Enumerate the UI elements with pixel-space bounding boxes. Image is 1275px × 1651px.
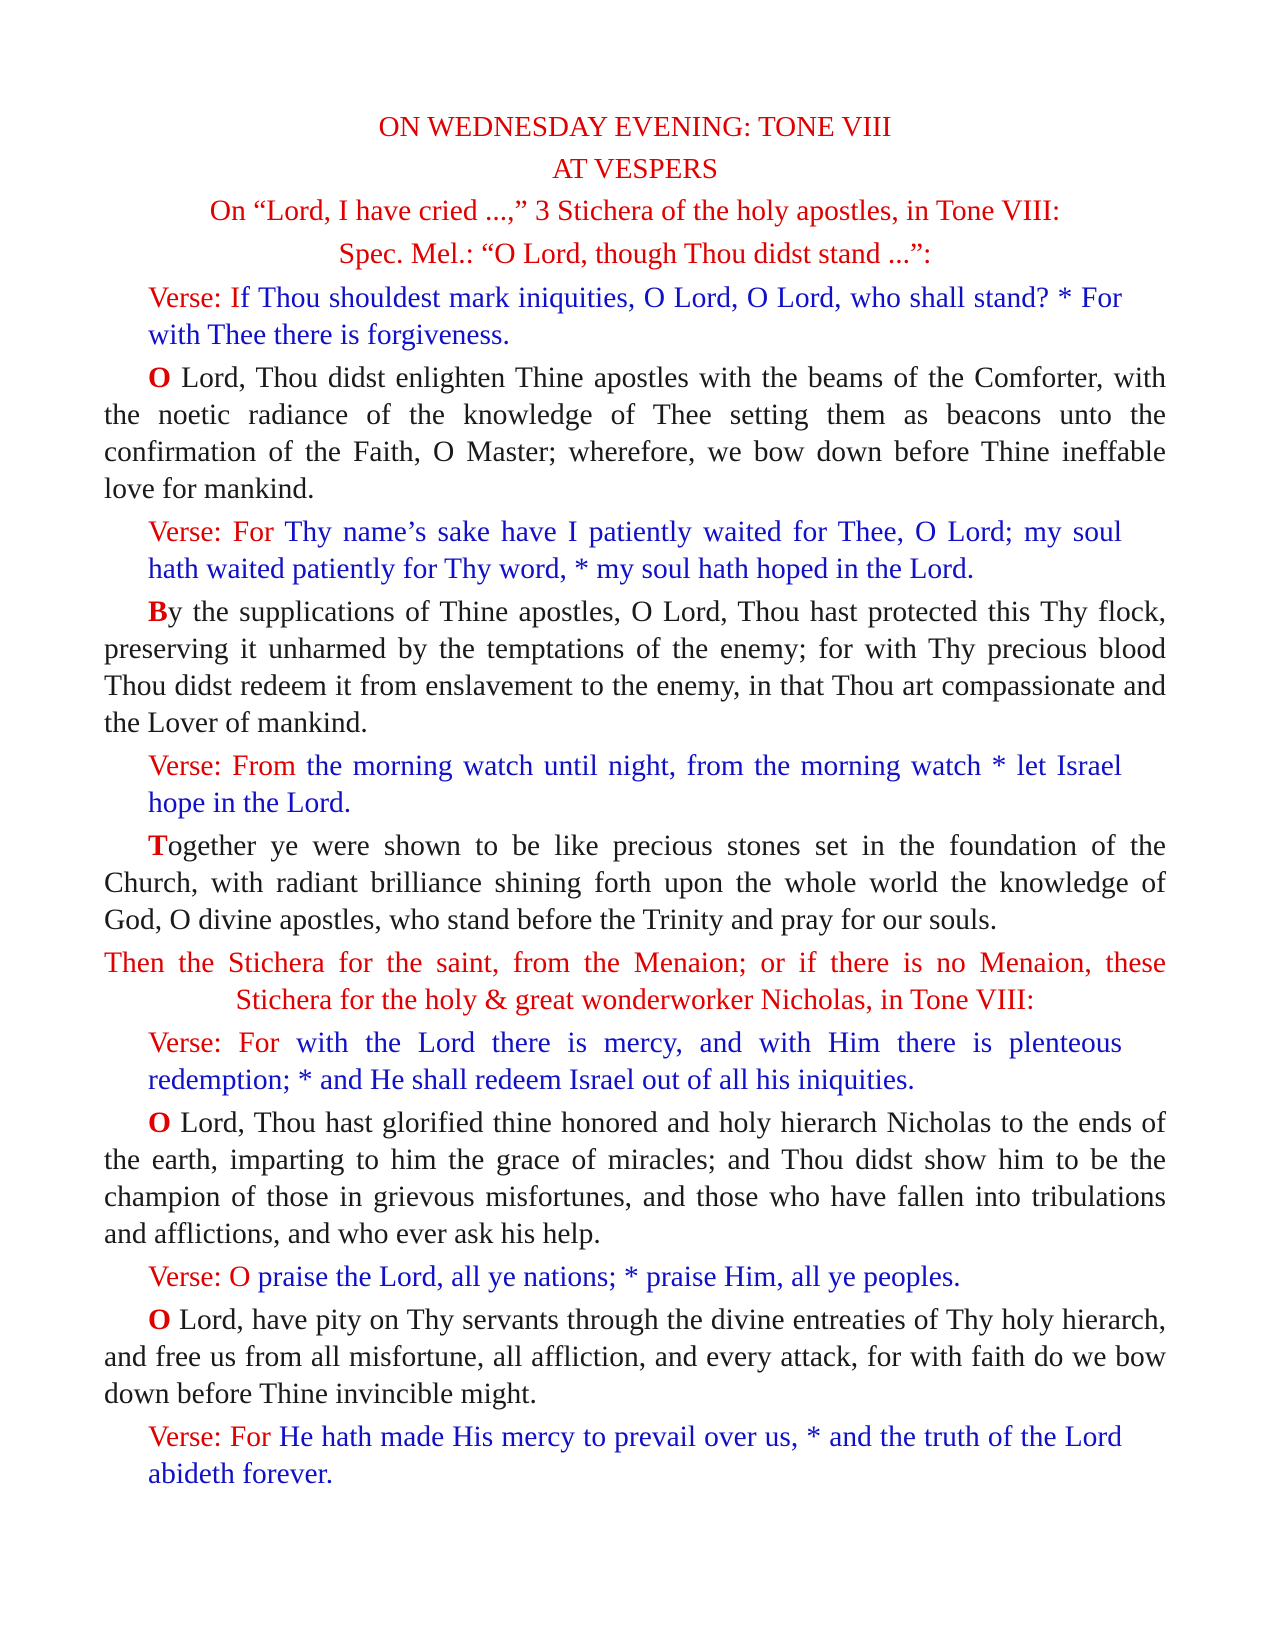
hymn-text: y the supplications of Thine apostles, O Lord, Thou hast protected this Thy flock, preserving it unharmed by the temptations of the enemy; for with Thy precious blood Thou didst redeem it from enslavement to the enemy, in that Thou art compassionate and the Lover of mankind. [104, 596, 1166, 739]
verse-initial: I [230, 282, 241, 314]
verse-5 [148, 1259, 1122, 1296]
verse-label: Verse: [148, 1421, 230, 1453]
verse-text: praise the Lord, all ye nations; * praise Him, all ye peoples. [250, 1261, 961, 1293]
verse-label: Verse: [148, 1261, 230, 1293]
hymn-text: Lord, have pity on Thy servants through the divine entreaties of Thy holy hierarch, and free us from all misfortune, all affliction, and every attack, for with faith do we bow down before Thine invincible might. [104, 1304, 1166, 1410]
verse-text: Thy name’s sake have I patiently waited for Thee, O Lord; my soul hath waited patiently for Thy word, * my soul hath hoped in the Lord. [148, 516, 1122, 585]
verse-initial: For [232, 516, 274, 548]
verse-text: the morning watch until night, from the morning watch * let Israel hope in the Lord. [148, 750, 1122, 819]
verse-label: Verse: [148, 516, 233, 548]
hymn-text: ogether ye were shown to be like precious stones set in the foundation of the Church, with radiant brilliance shining forth upon the whole world the knowledge of God, O divine apostles, who stand before the Trinity and pray for our souls. [104, 830, 1166, 936]
verse-label: Verse: [148, 1027, 239, 1059]
hymn-2 [104, 594, 1166, 742]
document-page [104, 106, 1166, 1499]
hymn-text: Lord, Thou didst enlighten Thine apostles with the beams of the Comforter, with the noetic radiance of the knowledge of Thee setting them as beacons unto the confirmation of the Faith, O Master; wherefore, we bow down before Thine ineffable love for mankind. [104, 362, 1166, 505]
verse-1 [148, 280, 1122, 354]
rubric-menaion-line-1: Then the Stichera for the saint, from the Menaion; or if there is no Menaion, these [104, 947, 1166, 979]
rubric-menaion [104, 945, 1166, 1019]
hymn-initial: O [148, 362, 171, 394]
verse-initial: From [232, 750, 296, 782]
verse-initial: O [229, 1261, 251, 1293]
hymn-text: Lord, Thou hast glorified thine honored and holy hierarch Nicholas to the ends of the earth, imparting to him the grace of miracles; and Thou didst show him to be the champion of those in grievous misfortunes, and those who have fallen into tribulations and afflictions, and who ever ask his help. [104, 1107, 1166, 1250]
verse-3 [148, 748, 1122, 822]
verse-text: He hath made His mercy to prevail over us, * and the truth of the Lord abideth forever. [148, 1421, 1122, 1490]
verse-initial: For [229, 1421, 271, 1453]
verse-initial: For [238, 1027, 280, 1059]
hymn-1 [104, 360, 1166, 508]
hymn-3 [104, 828, 1166, 939]
rubric-menaion-line-2: Stichera for the holy & great wonderworker Nicholas, in Tone VIII: [235, 984, 1035, 1016]
rubric-intro-line-2: Spec. Mel.: “O Lord, though Thou didst stand ...”: [338, 238, 932, 270]
verse-text: f Thou shouldest mark iniquities, O Lord, O Lord, who shall stand? * For with Thee there is forgiveness. [148, 282, 1122, 351]
verse-6 [148, 1419, 1122, 1493]
title-line-1: ON WEDNESDAY EVENING: TONE VIII [378, 111, 892, 143]
verse-2 [148, 514, 1122, 588]
verse-4 [148, 1025, 1122, 1099]
hymn-initial: O [148, 1304, 171, 1336]
verse-text: with the Lord there is mercy, and with Him there is plenteous redemption; * and He shall redeem Israel out of all his iniquities. [148, 1027, 1122, 1096]
hymn-initial: O [148, 1107, 171, 1139]
verse-label: Verse: [148, 750, 233, 782]
verse-label: Verse: [148, 282, 231, 314]
hymn-5 [104, 1302, 1166, 1413]
page-title [104, 106, 1166, 190]
hymn-4 [104, 1105, 1166, 1253]
rubric-intro [104, 190, 1166, 276]
hymn-initial: T [148, 830, 168, 862]
rubric-intro-line-1: On “Lord, I have cried ...,” 3 Stichera of the holy apostles, in Tone VIII: [209, 195, 1061, 227]
title-line-2: AT VESPERS [552, 153, 718, 185]
hymn-initial: B [148, 596, 168, 628]
